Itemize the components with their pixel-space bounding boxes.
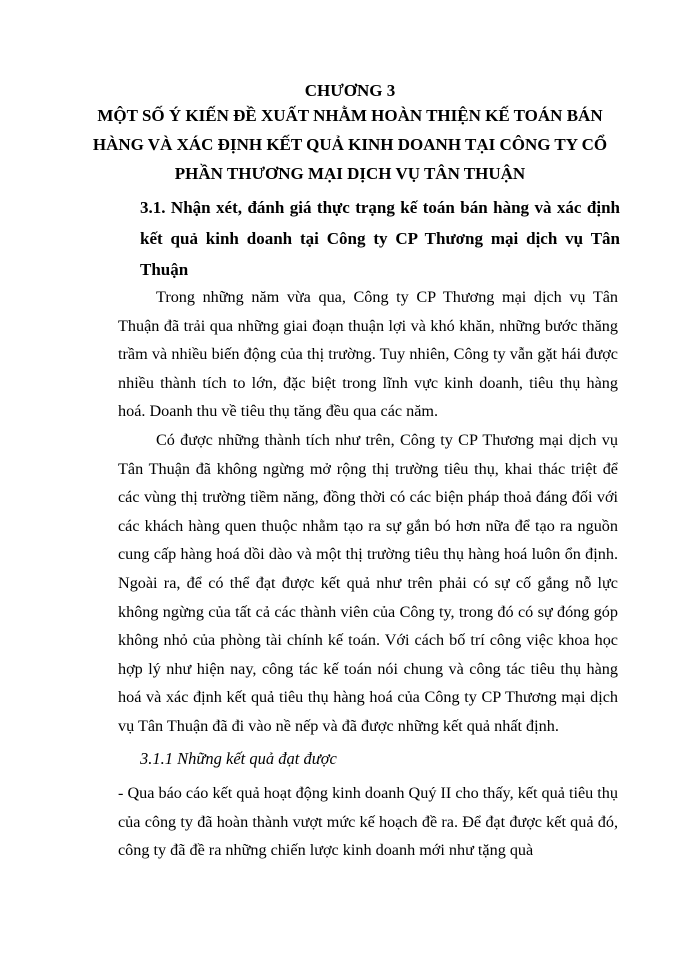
subsection-heading: 3.1.1 Những kết quả đạt được <box>140 749 337 768</box>
section-heading: 3.1. Nhận xét, đánh giá thực trạng kế toán bán hàng và xác định kết quả kinh doanh tại Công ty CP Thương mại dịch vụ Tân Thuận <box>140 198 620 279</box>
chapter-title-line-1: MỘT SỐ Ý KIẾN ĐỀ XUẤT NHẰM HOÀN THIỆN KẾ TOÁN BÁN <box>97 106 603 125</box>
paragraph-2: Có được những thành tích như trên, Công ty CP Thương mại dịch vụ Tân Thuận đã không ngừng mở rộng thị trường tiêu thụ, khai thác triệt để các vùng thị trường tiềm năng, đồng thời có các biện pháp thoả đáng đối với các khách hàng quen thuộc nhằm tạo ra sự gắn bó hơn nữa để tạo ra nguồn cung cấp hàng hoá dồi dào và một thị trường tiêu thụ hàng hoá luôn ổn định. Ngoài ra, để có thể đạt được kết quả như trên phải có sự cố gắng nỗ lực không ngừng của tất cả các thành viên của Công ty, trong đó có sự đóng góp không nhỏ của phòng tài chính kế toán. Với cách bố trí công việc khoa học hợp lý như hiện nay, công tác kế toán nói chung và công tác tiêu thụ hàng hoá và xác định kết quả tiêu thụ hàng hoá của Công ty CP Thương mại dịch vụ Tân Thuận đã đi vào nề nếp và đã được những kết quả nhất định. <box>118 431 618 735</box>
chapter-title-line-2: HÀNG VÀ XÁC ĐỊNH KẾT QUẢ KINH DOANH TẠI CÔNG TY CỔ <box>92 135 608 154</box>
paragraph-1: Trong những năm vừa qua, Công ty CP Thương mại dịch vụ Tân Thuận đã trải qua những giai đoạn thuận lợi và khó khăn, những bước thăng trầm và nhiều biến động của thị trường. Tuy nhiên, Công ty vẫn gặt hái được nhiều thành tích to lớn, đặc biệt trong lĩnh vực kinh doanh, tiêu thụ hàng hoá. Doanh thu về tiêu thụ tăng đều qua các năm. <box>118 288 618 421</box>
chapter-label: CHƯƠNG 3 <box>304 81 396 100</box>
bullet-paragraph: - Qua báo cáo kết quả hoạt động kinh doanh Quý II cho thấy, kết quả tiêu thụ của công ty đã hoàn thành vượt mức kế hoạch đề ra. Để đạt được kết quả đó, công ty đã đề ra những chiến lược kinh doanh mới như tặng quà <box>118 784 618 860</box>
chapter-title-line-3: PHẦN THƯƠNG MẠI DỊCH VỤ TÂN THUẬN <box>174 164 526 183</box>
